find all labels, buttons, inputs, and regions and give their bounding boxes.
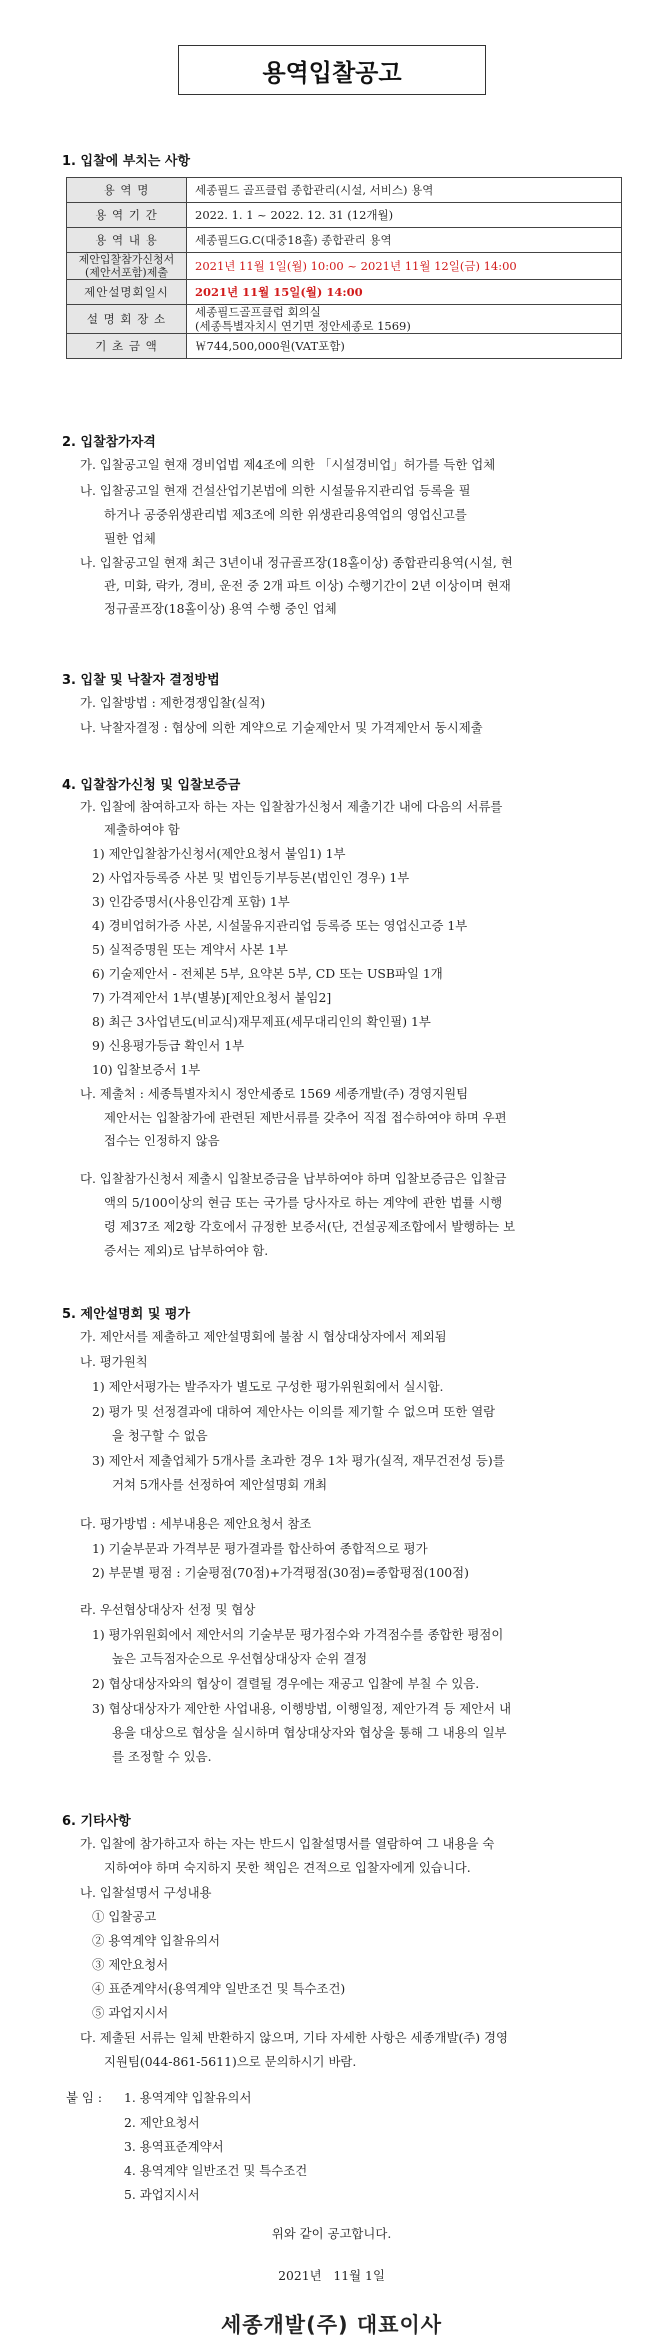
text-line: 8) 최근 3사업년도(비교식)재무제표(세무대리인의 확인필) 1부	[92, 1014, 431, 1029]
info-value: 세종필드 골프클럽 종합관리(시설, 서비스) 용역	[187, 178, 622, 203]
text-line: 7) 가격제안서 1부(별봉)[제안요청서 붙임2]	[92, 990, 332, 1005]
text-line: 나. 제출처 : 세종특별자치시 정안세종로 1569 세종개발(주) 경영지원팀	[80, 1086, 469, 1101]
section-2-heading: 2. 입찰참가자격	[62, 435, 156, 450]
text-line: 다. 입찰참가신청서 제출시 입찰보증금을 납부하여야 하며 입찰보증금은 입찰금	[80, 1171, 507, 1186]
text-line: 3) 제안서 제출업체가 5개사를 초과한 경우 1차 평가(실적, 재무건전성 등)를	[92, 1453, 505, 1468]
text-line: 필한 업체	[104, 531, 156, 546]
info-value: 2021년 11월 1일(월) 10:00 ~ 2021년 11월 12일(금) 14:00	[187, 253, 622, 280]
text-line: 다. 제출된 서류는 일체 반환하지 않으며, 기타 자세한 사항은 세종개발(주) 경영	[80, 2030, 508, 2045]
attachment-label: 붙 임 :	[66, 2090, 102, 2105]
attachment-item: 4. 용역계약 일반조건 및 특수조건	[124, 2163, 308, 2178]
text-line: 나. 입찰공고일 현재 최근 3년이내 정규골프장(18홀이상) 종합관리용역(시설, 현	[80, 555, 513, 570]
text-line: 거쳐 5개사를 선정하여 제안설명회 개최	[112, 1477, 328, 1492]
text-line: 용을 대상으로 협상을 실시하며 협상대상자와 협상을 통해 그 내용의 일부	[112, 1725, 507, 1740]
page-title: 용역입찰공고	[178, 45, 486, 95]
text-line: 를 조정할 수 있음.	[112, 1749, 212, 1764]
text-line: 나. 입찰설명서 구성내용	[80, 1885, 212, 1900]
text-line: 액의 5/100이상의 현금 또는 국가를 당사자로 하는 계약에 관한 법률 시행	[104, 1195, 503, 1210]
attachment-item: 3. 용역표준계약서	[124, 2139, 224, 2154]
text-line: 가. 입찰방법 : 제한경쟁입찰(실적)	[80, 695, 266, 710]
text-line: 나. 낙찰자결정 : 협상에 의한 계약으로 기술제안서 및 가격제안서 동시제출	[80, 720, 483, 735]
text-line: 가. 제안서를 제출하고 제안설명회에 불참 시 협상대상자에서 제외됨	[80, 1329, 447, 1344]
text-line: 2) 부문별 평점 : 기술평점(70점)+가격평점(30점)=종합평점(100점)	[92, 1565, 469, 1580]
text-line: 지하여야 하며 숙지하지 못한 책임은 견적으로 입찰자에게 있습니다.	[104, 1860, 471, 1875]
text-line: ② 용역계약 입찰유의서	[92, 1933, 220, 1948]
text-line: 증서는 제외)로 납부하여야 함.	[104, 1243, 269, 1258]
section-3-heading: 3. 입찰 및 낙찰자 결정방법	[62, 673, 220, 688]
signature: 세종개발(주) 대표이사	[220, 2313, 443, 2337]
text-line: 가. 입찰공고일 현재 경비업법 제4조에 의한 「시설경비업」허가를 득한 업체	[80, 457, 496, 472]
text-line: ① 입찰공고	[92, 1909, 157, 1924]
text-line: 5) 실적증명원 또는 계약서 사본 1부	[92, 942, 288, 957]
info-value: (세종특별자치시 연기면 정안세종로 1569)	[195, 319, 411, 333]
text-line: 접수는 인정하지 않음	[104, 1133, 220, 1148]
text-line: ⑤ 과업지시서	[92, 2005, 169, 2020]
text-line: 관, 미화, 락카, 경비, 운전 중 2개 파트 이상) 수행기간이 2년 이상이며 현재	[104, 578, 511, 593]
section-4-heading: 4. 입찰참가신청 및 입찰보증금	[62, 778, 241, 793]
section-5-heading: 5. 제안설명회 및 평가	[62, 1307, 191, 1322]
text-line: 높은 고득점자순으로 우선협상대상자 순위 결정	[112, 1651, 368, 1666]
attachment-item: 5. 과업지시서	[124, 2187, 200, 2202]
text-line: 2) 사업자등록증 사본 및 법인등기부등본(법인인 경우) 1부	[92, 870, 410, 885]
info-value: 세종필드골프클럽 회의실	[195, 305, 321, 319]
info-label: 제안설명회일시	[67, 280, 187, 305]
attachment-item: 2. 제안요청서	[124, 2115, 200, 2130]
text-line: 을 청구할 수 없음	[112, 1428, 208, 1443]
info-label: 기 초 금 액	[67, 334, 187, 359]
text-line: 제안서는 입찰참가에 관련된 제반서류를 갖추어 직접 접수하여야 하며 우편	[104, 1110, 507, 1125]
info-label: 용 역 내 용	[67, 228, 187, 253]
text-line: 3) 인감증명서(사용인감계 포함) 1부	[92, 894, 290, 909]
text-line: 하거나 공중위생관리법 제3조에 의한 위생관리용역업의 영업신고를	[104, 507, 467, 522]
notice-date: 2021년 11월 1일	[278, 2268, 385, 2283]
text-line: 2) 평가 및 선정결과에 대하여 제안사는 이의를 제기할 수 없으며 또한 열람	[92, 1404, 496, 1419]
info-label: 제안입찰참가신청서 (제안서포함)제출	[67, 253, 187, 280]
text-line: 라. 우선협상대상자 선정 및 협상	[80, 1602, 256, 1617]
text-line: 1) 제안서평가는 발주자가 별도로 구성한 평가위원회에서 실시함.	[92, 1379, 444, 1394]
text-line: ③ 제안요청서	[92, 1957, 169, 1972]
info-label: 설 명 회 장 소	[67, 305, 187, 334]
closing-text: 위와 같이 공고합니다.	[271, 2226, 392, 2241]
text-line: 1) 평가위원회에서 제안서의 기술부문 평가점수와 가격점수를 종합한 평점이	[92, 1627, 504, 1642]
text-line: 2) 협상대상자와의 협상이 결렬될 경우에는 재공고 입찰에 부칠 수 있음.	[92, 1676, 480, 1691]
text-line: 1) 기술부문과 가격부문 평가결과를 합산하여 종합적으로 평가	[92, 1541, 428, 1556]
text-line: 지원팀(044-861-5611)으로 문의하시기 바람.	[104, 2054, 357, 2069]
text-line: 나. 평가원칙	[80, 1354, 148, 1369]
text-line: ④ 표준계약서(용역계약 일반조건 및 특수조건)	[92, 1981, 346, 1996]
text-line: 제출하여야 함	[104, 822, 180, 837]
text-line: 다. 평가방법 : 세부내용은 제안요청서 참조	[80, 1516, 312, 1531]
info-value: 세종필드G.C(대중18홀) 종합관리 용역	[187, 228, 622, 253]
info-value: 2022. 1. 1 ~ 2022. 12. 31 (12개월)	[187, 203, 622, 228]
section-6-heading: 6. 기타사항	[62, 1814, 131, 1829]
text-line: 정규골프장(18홀이상) 용역 수행 중인 업체	[104, 601, 337, 616]
info-table	[66, 177, 622, 359]
text-line: 가. 입찰에 참여하고자 하는 자는 입찰참가신청서 제출기간 내에 다음의 서류를	[80, 799, 503, 814]
text-line: 나. 입찰공고일 현재 건설산업기본법에 의한 시설물유지관리업 등록을 필	[80, 483, 471, 498]
text-line: 가. 입찰에 참가하고자 하는 자는 반드시 입찰설명서를 열람하여 그 내용을 숙	[80, 1836, 495, 1851]
text-line: 3) 협상대상자가 제안한 사업내용, 이행방법, 이행일정, 제안가격 등 제안서 내	[92, 1701, 512, 1716]
text-line: 4) 경비업허가증 사본, 시설물유지관리업 등록증 또는 영업신고증 1부	[92, 918, 468, 933]
text-line: 령 제37조 제2항 각호에서 규정한 보증서(단, 건설공제조합에서 발행하는 보	[104, 1219, 516, 1234]
text-line: 1) 제안입찰참가신청서(제안요청서 붙임1) 1부	[92, 846, 346, 861]
info-value: 2021년 11월 15일(월) 14:00	[187, 280, 622, 305]
info-label: 용 역 기 간	[67, 203, 187, 228]
text-line: 6) 기술제안서 - 전체본 5부, 요약본 5부, CD 또는 USB파일 1개	[92, 966, 443, 981]
info-value: ￦744,500,000원(VAT포함)	[187, 334, 622, 359]
section-1-heading: 1. 입찰에 부치는 사항	[62, 154, 191, 169]
text-line: 10) 입찰보증서 1부	[92, 1062, 201, 1077]
text-line: 9) 신용평가등급 확인서 1부	[92, 1038, 245, 1053]
info-label: 용 역 명	[67, 178, 187, 203]
attachment-item: 1. 용역계약 입찰유의서	[124, 2090, 252, 2105]
